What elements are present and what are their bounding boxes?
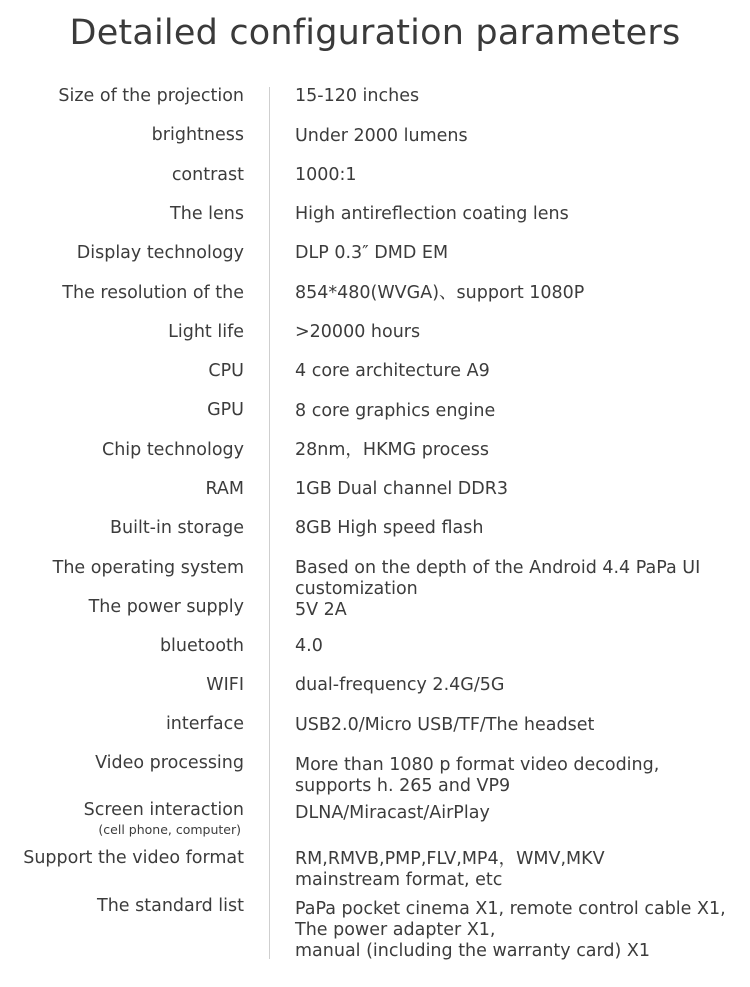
spec-label: Size of the projection <box>58 86 244 106</box>
spec-value: 4 core architecture A9 <box>295 361 490 381</box>
spec-label: Light life <box>168 322 244 342</box>
spec-label: interface <box>165 714 244 734</box>
spec-value: Under 2000 lumens <box>295 126 468 146</box>
spec-sublabel: (cell phone, computer) <box>98 822 241 837</box>
spec-value: 15-120 inches <box>295 86 420 106</box>
spec-label: Support the video format <box>23 848 244 868</box>
spec-value: 4.0 <box>295 636 323 656</box>
spec-value: 5V 2A <box>295 600 347 620</box>
spec-label: The resolution of the <box>62 283 244 303</box>
spec-label: The standard list <box>97 896 244 916</box>
spec-value: RM,RMVB,PMP,FLV,MP4，WMV,MKV mainstream format, etc <box>295 849 605 890</box>
spec-value: 8GB High speed flash <box>295 518 484 538</box>
spec-label: Video processing <box>95 753 244 773</box>
spec-label: The power supply <box>88 597 244 617</box>
spec-value: 28nm，HKMG process <box>295 440 490 460</box>
spec-value: DLNA/Miracast/AirPlay <box>295 803 490 823</box>
spec-label: CPU <box>208 361 244 381</box>
spec-label: The operating system <box>52 558 244 578</box>
spec-label: brightness <box>151 125 244 145</box>
spec-label: Display technology <box>76 243 244 263</box>
page-title: Detailed configuration parameters <box>69 13 681 53</box>
spec-value: More than 1080 p format video decoding, supports h. 265 and VP9 <box>295 755 660 796</box>
spec-value: 854*480(WVGA)、support 1080P <box>295 283 585 303</box>
spec-value: >20000 hours <box>295 322 421 342</box>
spec-label: contrast <box>171 165 244 185</box>
spec-value: DLP 0.3″ DMD EM <box>295 243 449 263</box>
spec-label: bluetooth <box>159 636 244 656</box>
spec-value: 1000:1 <box>295 165 357 185</box>
spec-label: Built-in storage <box>110 518 244 538</box>
spec-value: Based on the depth of the Android 4.4 PaPa UI customization <box>295 558 701 599</box>
spec-value: 8 core graphics engine <box>295 401 496 421</box>
spec-value: High antireflection coating lens <box>295 204 569 224</box>
spec-value: dual-frequency 2.4G/5G <box>295 675 505 695</box>
spec-label: RAM <box>205 479 244 499</box>
spec-value: USB2.0/Micro USB/TF/The headset <box>295 715 595 735</box>
spec-label: Chip technology <box>101 440 244 460</box>
spec-value: PaPa pocket cinema X1, remote control cable X1, The power adapter X1, manual (including the warranty card) X1 <box>295 899 726 961</box>
column-divider <box>269 87 270 959</box>
spec-label: The lens <box>170 204 244 224</box>
spec-label: Screen interaction <box>83 800 244 820</box>
spec-label: WIFI <box>206 675 244 695</box>
spec-label: GPU <box>207 400 244 420</box>
spec-value: 1GB Dual channel DDR3 <box>295 479 509 499</box>
